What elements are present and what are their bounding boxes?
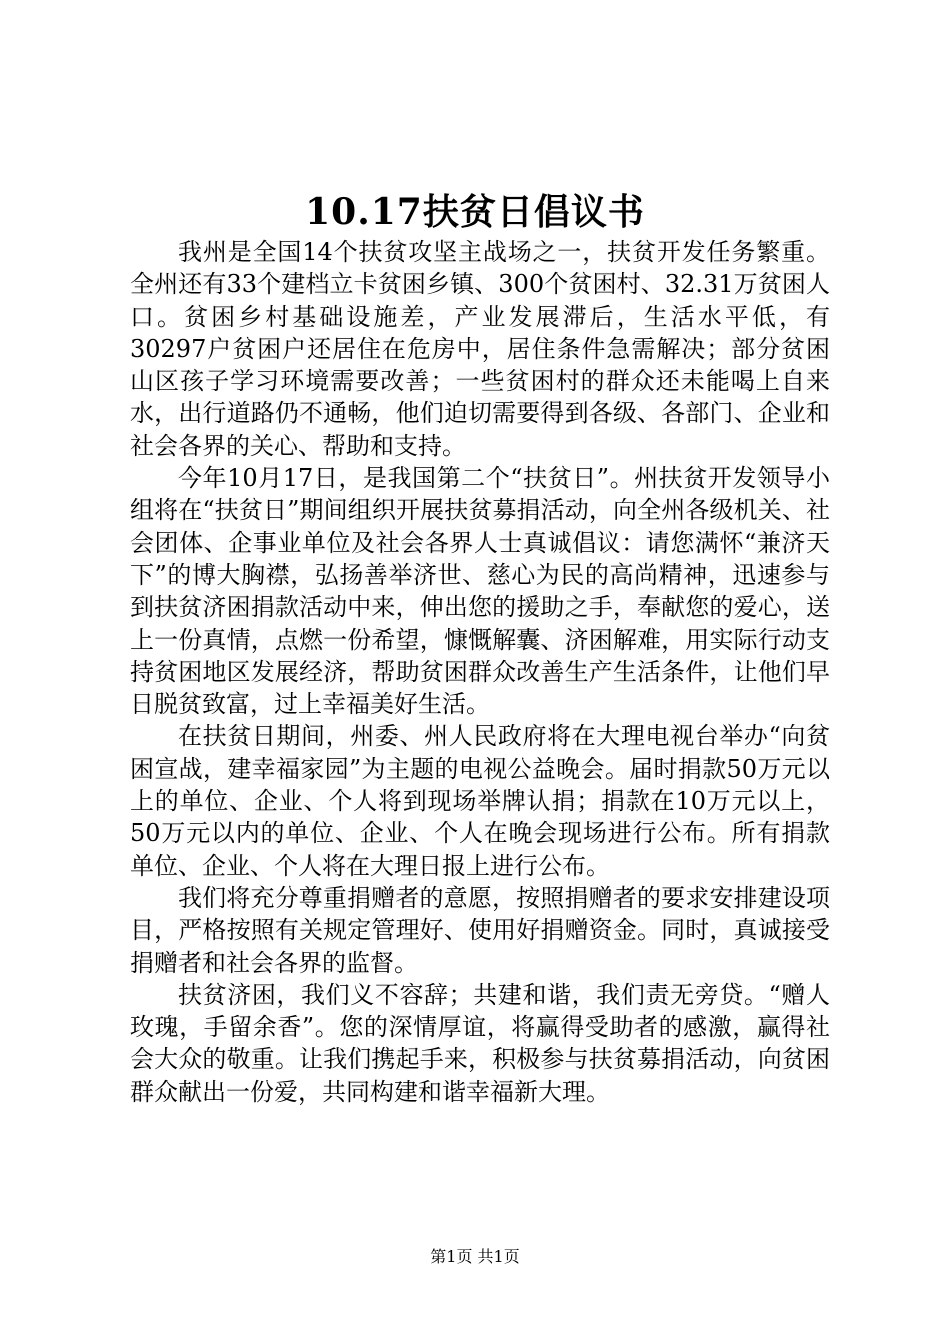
page-footer: 第1页 共1页 — [430, 1247, 520, 1266]
document-title: 10.17扶贫日倡议书 — [305, 191, 645, 233]
paragraph: 扶贫济困，我们义不容辞；共建和谐，我们责无旁贷。“赠人玫瑰，手留余香”。您的深情厚谊，将赢得受助者的感激，赢得社会大众的敬重。让我们携起手来，积极参与扶贫募捐活动，向贫困群众献出一份爱，共同构建和谐幸福新大理。 — [130, 980, 830, 1106]
paragraph: 我们将充分尊重捐赠者的意愿，按照捐赠者的要求安排建设项目，严格按照有关规定管理好、使用好捐赠资金。同时，真诚接受捐赠者和社会各界的监督。 — [130, 883, 830, 977]
paragraph: 在扶贫日期间，州委、州人民政府将在大理电视台举办“向贫困宣战，建幸福家园”为主题的电视公益晚会。届时捐款50万元以上的单位、企业、个人将到现场举牌认捐；捐款在10万元以上，50万元以内的单位、企业、个人在晚会现场进行公布。所有捐款单位、企业、个人将在大理日报上进行公布。 — [130, 722, 830, 880]
document-body — [130, 236, 830, 1108]
paragraph: 我州是全国14个扶贫攻坚主战场之一，扶贫开发任务繁重。全州还有33个建档立卡贫困乡镇、300个贫困村、32.31万贫困人口。贫困乡村基础设施差，产业发展滞后，生活水平低，有30297户贫困户还居住在危房中，居住条件急需解决；部分贫困山区孩子学习环境需要改善；一些贫困村的群众还未能喝上自来水，出行道路仍不通畅，他们迫切需要得到各级、各部门、企业和社会各界的关心、帮助和支持。 — [130, 238, 830, 460]
paragraph: 今年10月17日，是我国第二个“扶贫日”。州扶贫开发领导小组将在“扶贫日”期间组织开展扶贫募捐活动，向全州各级机关、社会团体、企事业单位及社会各界人士真诚倡议：请您满怀“兼济天下”的博大胸襟，弘扬善举济世、慈心为民的高尚精神，迅速参与到扶贫济困捐款活动中来，伸出您的援助之手，奉献您的爱心，送上一份真情，点燃一份希望，慷慨解囊、济困解难，用实际行动支持贫困地区发展经济，帮助贫困群众改善生产生活条件，让他们早日脱贫致富，过上幸福美好生活。 — [130, 464, 830, 719]
